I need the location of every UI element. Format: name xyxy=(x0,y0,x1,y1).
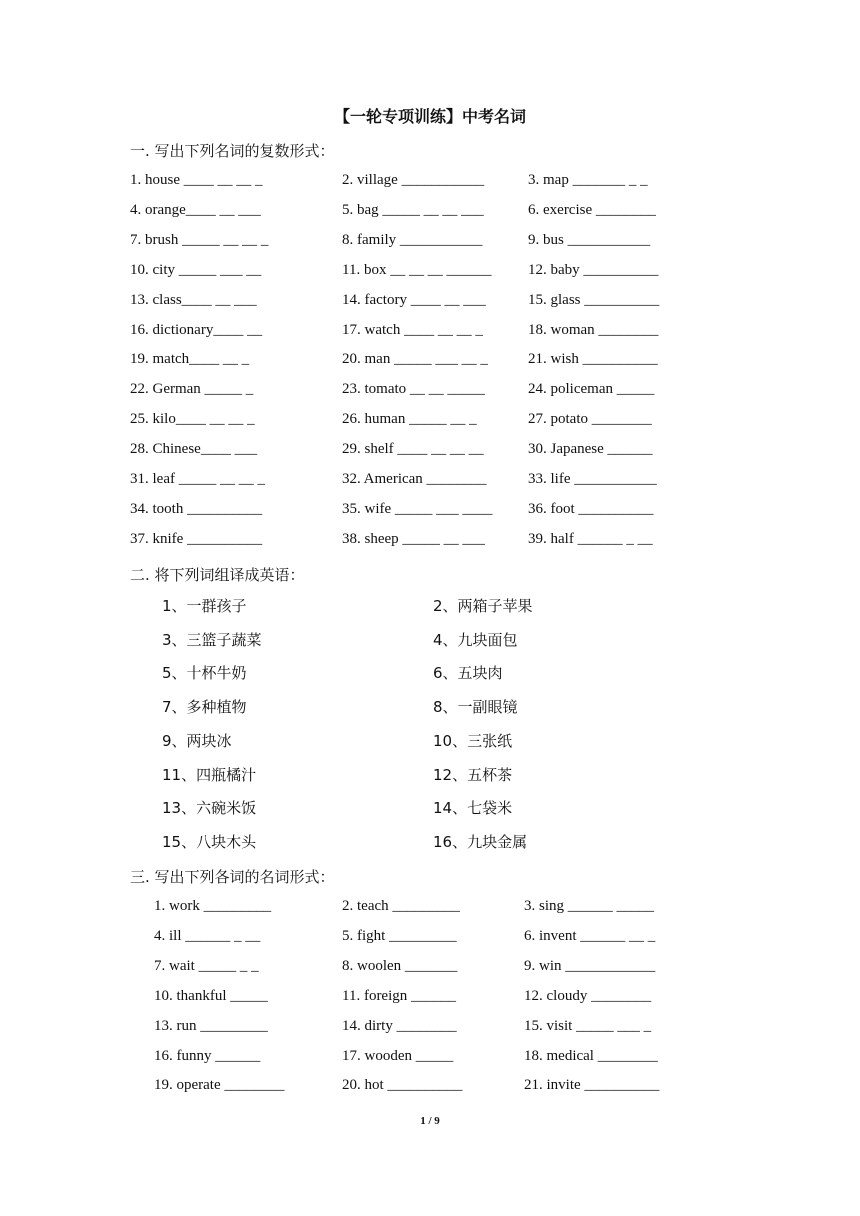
exercise-row xyxy=(0,988,860,1010)
exercise-row xyxy=(0,262,860,284)
exercise-item: 6、五块肉 xyxy=(433,664,503,683)
exercise-row xyxy=(0,629,860,651)
exercise-row xyxy=(0,797,860,819)
exercise-item: 4. ill ______ _ __ xyxy=(154,927,261,944)
exercise-item: 4、九块面包 xyxy=(433,630,518,649)
exercise-item: 8、一副眼镜 xyxy=(433,698,518,717)
exercise-item: 29. shelf ____ __ __ __ xyxy=(342,441,484,458)
exercise-item: 7、多种植物 xyxy=(162,698,247,717)
exercise-item: 13. class____ __ ___ xyxy=(130,291,257,308)
exercise-item: 14、七袋米 xyxy=(433,799,513,818)
exercise-row xyxy=(0,471,860,493)
exercise-item: 17. watch ____ __ __ _ xyxy=(342,321,483,338)
exercise-item: 19. operate ________ xyxy=(154,1077,285,1094)
exercise-item: 7. wait _____ _ _ xyxy=(154,957,259,974)
section-1-heading: 一. 写出下列名词的复数形式： xyxy=(130,142,335,160)
exercise-item: 1. house ____ __ __ _ xyxy=(130,172,263,188)
exercise-item: 21. invite __________ xyxy=(524,1077,660,1094)
exercise-item: 30. Japanese ______ xyxy=(528,441,653,458)
exercise-item: 36. foot __________ xyxy=(528,500,654,517)
exercise-item: 9、两块冰 xyxy=(162,731,232,750)
exercise-item: 12. cloudy ________ xyxy=(524,987,652,1004)
exercise-item: 39. half ______ _ __ xyxy=(528,530,653,547)
exercise-row xyxy=(0,764,860,786)
exercise-item: 16、九块金属 xyxy=(433,832,528,851)
exercise-item: 8. woolen _______ xyxy=(342,957,458,974)
exercise-item: 2. village ___________ xyxy=(342,172,485,188)
exercise-row xyxy=(0,928,860,950)
exercise-item: 15、八块木头 xyxy=(162,832,257,851)
exercise-row xyxy=(0,411,860,433)
exercise-row xyxy=(0,1018,860,1040)
exercise-item: 3. sing ______ _____ xyxy=(524,898,655,914)
exercise-row xyxy=(0,292,860,314)
exercise-row xyxy=(0,696,860,718)
exercise-item: 1、一群孩子 xyxy=(162,597,247,615)
exercise-item: 3、三篮子蔬菜 xyxy=(162,630,262,649)
exercise-item: 18. woman ________ xyxy=(528,321,659,338)
exercise-item: 4. orange____ __ ___ xyxy=(130,201,261,218)
exercise-row xyxy=(0,730,860,752)
exercise-item: 9. win ____________ xyxy=(524,957,656,974)
exercise-row xyxy=(0,202,860,224)
exercise-item: 20. man _____ ___ __ _ xyxy=(342,351,488,368)
exercise-item: 23. tomato __ __ _____ xyxy=(342,381,485,398)
exercise-item: 16. funny ______ xyxy=(154,1047,261,1064)
exercise-item: 10、三张纸 xyxy=(433,731,513,750)
exercise-item: 19. match____ __ _ xyxy=(130,351,250,368)
exercise-item: 24. policeman _____ xyxy=(528,381,655,398)
exercise-item: 34. tooth __________ xyxy=(130,500,263,517)
exercise-item: 9. bus ___________ xyxy=(528,231,651,248)
exercise-item: 18. medical ________ xyxy=(524,1047,658,1064)
exercise-item: 28. Chinese____ ___ xyxy=(130,441,258,458)
exercise-item: 11. box __ __ __ ______ xyxy=(342,261,492,278)
exercise-item: 14. dirty ________ xyxy=(342,1017,457,1034)
exercise-item: 13、六碗米饭 xyxy=(162,799,257,818)
exercise-item: 10. city _____ ___ __ xyxy=(130,261,262,278)
exercise-item: 22. German _____ _ xyxy=(130,381,254,398)
exercise-row xyxy=(0,595,860,617)
exercise-item: 17. wooden _____ xyxy=(342,1047,454,1064)
exercise-item: 1. work _________ xyxy=(154,898,272,914)
exercise-item: 5. fight _________ xyxy=(342,927,457,944)
exercise-item: 26. human _____ __ _ xyxy=(342,411,477,428)
exercise-row xyxy=(0,322,860,344)
exercise-row xyxy=(0,531,860,553)
exercise-item: 32. American ________ xyxy=(342,471,487,487)
exercise-item: 2. teach _________ xyxy=(342,898,460,914)
exercise-item: 13. run _________ xyxy=(154,1017,268,1034)
exercise-row xyxy=(0,898,860,920)
exercise-item: 12、五杯茶 xyxy=(433,765,513,784)
exercise-item: 2、两箱子苹果 xyxy=(433,597,533,615)
exercise-row xyxy=(0,381,860,403)
exercise-item: 25. kilo____ __ __ _ xyxy=(130,411,255,428)
exercise-row xyxy=(0,351,860,373)
exercise-row xyxy=(0,662,860,684)
exercise-item: 16. dictionary____ __ xyxy=(130,321,263,338)
exercise-item: 6. invent ______ __ _ xyxy=(524,927,656,944)
exercise-item: 21. wish __________ xyxy=(528,351,658,368)
exercise-item: 5、十杯牛奶 xyxy=(162,664,247,683)
exercise-row xyxy=(0,441,860,463)
exercise-item: 37. knife __________ xyxy=(130,530,263,547)
exercise-item: 14. factory ____ __ ___ xyxy=(342,291,486,308)
exercise-row xyxy=(0,1077,860,1099)
exercise-item: 7. brush _____ __ __ _ xyxy=(130,231,269,248)
exercise-item: 27. potato ________ xyxy=(528,411,652,428)
exercise-row xyxy=(0,232,860,254)
exercise-item: 3. map _______ _ _ xyxy=(528,172,648,188)
exercise-item: 15. glass __________ xyxy=(528,291,660,308)
exercise-item: 20. hot __________ xyxy=(342,1077,463,1094)
page-title: 【一轮专项训练】中考名词 xyxy=(333,107,526,126)
exercise-row xyxy=(0,501,860,523)
exercise-row xyxy=(0,831,860,853)
exercise-item: 38. sheep _____ __ ___ xyxy=(342,530,485,547)
exercise-row xyxy=(0,1048,860,1070)
exercise-item: 15. visit _____ ___ _ xyxy=(524,1017,652,1034)
exercise-item: 8. family ___________ xyxy=(342,231,483,248)
section-3-heading: 三. 写出下列各词的名词形式： xyxy=(130,868,335,886)
exercise-item: 33. life ___________ xyxy=(528,471,657,487)
exercise-item: 31. leaf _____ __ __ _ xyxy=(130,471,265,487)
exercise-item: 6. exercise ________ xyxy=(528,201,656,218)
exercise-item: 5. bag _____ __ __ ___ xyxy=(342,201,484,218)
exercise-row xyxy=(0,958,860,980)
exercise-item: 35. wife _____ ___ ____ xyxy=(342,500,493,517)
page-number: 1 / 9 xyxy=(420,1115,440,1127)
exercise-row xyxy=(0,172,860,194)
section-2-heading: 二. 将下列词组译成英语： xyxy=(130,566,305,584)
exercise-item: 12. baby __________ xyxy=(528,261,659,278)
exercise-item: 11、四瓶橘汁 xyxy=(162,765,257,784)
exercise-item: 11. foreign ______ xyxy=(342,987,457,1004)
exercise-item: 10. thankful _____ xyxy=(154,987,268,1004)
